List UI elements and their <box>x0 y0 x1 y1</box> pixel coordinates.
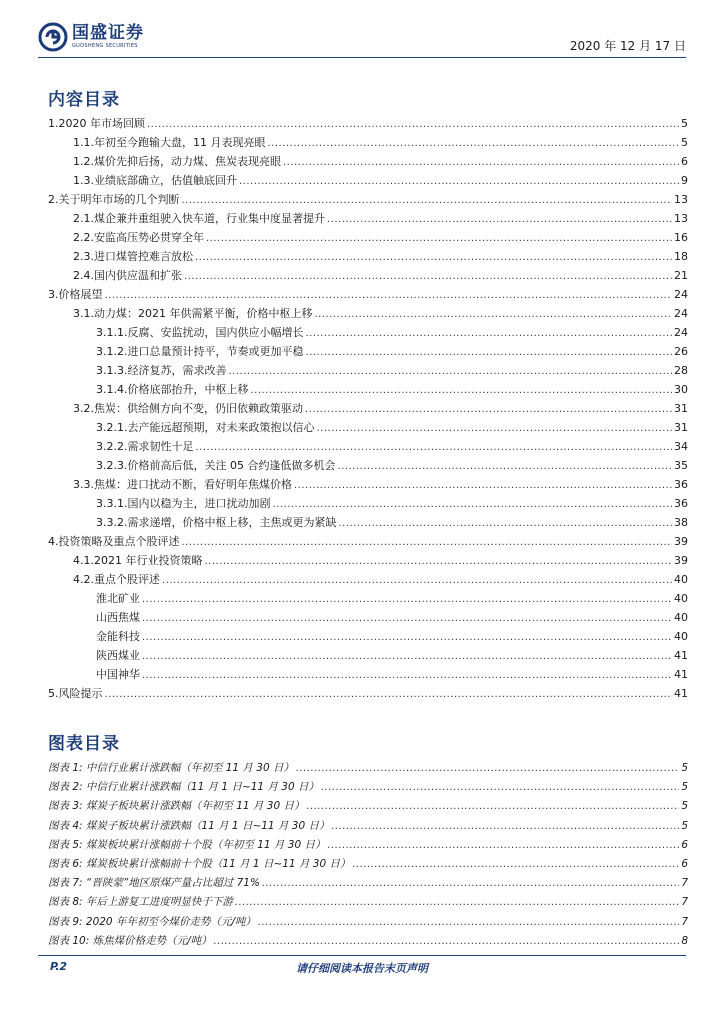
figure-entry[interactable] <box>48 856 688 872</box>
entry-label: 4.2.重点个股评述 <box>73 573 160 586</box>
entry-page: 8 <box>681 934 688 947</box>
entry-page: 5 <box>681 117 688 130</box>
toc-entry[interactable] <box>73 306 688 322</box>
entry-page: 13 <box>674 212 688 225</box>
entry-label: 3.2.2.需求韧性十足 <box>96 440 194 453</box>
entry-page: 7 <box>681 877 688 890</box>
dot-leader <box>195 249 672 266</box>
dot-leader <box>196 439 673 456</box>
entry-label: 陕西煤业 <box>96 649 140 662</box>
brand-name: 国盛证券 <box>72 23 144 43</box>
dot-leader <box>338 515 672 532</box>
dot-leader <box>327 211 672 228</box>
toc-entry[interactable] <box>96 363 688 379</box>
dot-leader <box>162 572 672 589</box>
entry-page: 16 <box>674 231 688 244</box>
entry-page: 35 <box>674 459 688 472</box>
toc-entry[interactable] <box>73 211 688 227</box>
entry-page: 40 <box>674 573 688 586</box>
toc-entry[interactable] <box>96 420 688 436</box>
entry-page: 38 <box>674 516 688 529</box>
brand-name-en: GUOSHENG SECURITIES <box>72 43 138 49</box>
dot-leader <box>352 856 679 873</box>
dot-leader <box>142 629 672 646</box>
toc-entry[interactable] <box>96 648 688 664</box>
entry-label: 2.1.煤企兼并重组驶入快车道，行业集中度显著提升 <box>73 212 325 225</box>
dot-leader <box>296 760 679 777</box>
entry-label: 5.风险提示 <box>48 687 103 700</box>
dot-leader <box>142 667 672 684</box>
figure-entry[interactable] <box>48 779 688 795</box>
entry-label: 金能科技 <box>96 630 140 643</box>
toc-entry[interactable] <box>96 515 688 531</box>
figure-entry[interactable] <box>48 837 688 853</box>
entry-label: 图表 5: 煤炭板块累计涨幅前十个股（年初至 11 月 30 日） <box>48 838 326 851</box>
dot-leader <box>204 553 672 570</box>
dot-leader <box>316 420 672 437</box>
entry-page: 6 <box>681 838 688 851</box>
entry-page: 36 <box>674 478 688 491</box>
entry-label: 3.3.1.国内以稳为主，进口扰动加剧 <box>96 497 271 510</box>
entry-page: 5 <box>681 762 688 774</box>
entry-page: 39 <box>674 535 688 548</box>
entry-label: 山西焦煤 <box>96 611 140 624</box>
dot-leader <box>305 401 672 418</box>
figures-title: 图表目录 <box>48 734 120 754</box>
disclaimer-note: 请仔细阅读本报告末页声明 <box>296 962 428 975</box>
entry-page: 31 <box>674 402 688 415</box>
header-divider <box>38 57 686 58</box>
entry-label: 3.1.4.价格底部抬升，中枢上移 <box>96 383 249 396</box>
figure-entry[interactable] <box>48 894 688 910</box>
entry-page: 6 <box>681 858 688 870</box>
toc-entry[interactable] <box>73 268 688 284</box>
toc-entry[interactable] <box>73 135 688 151</box>
entry-page: 9 <box>681 174 688 187</box>
entry-page: 24 <box>674 307 688 320</box>
dot-leader <box>147 116 679 133</box>
footer-divider <box>38 955 686 956</box>
entry-page: 40 <box>674 611 688 624</box>
toc-entry[interactable] <box>48 534 688 550</box>
entry-label: 1.3.业绩底部确立，估值触底回升 <box>73 174 237 187</box>
toc-title: 内容目录 <box>48 90 120 110</box>
dot-leader <box>184 268 672 285</box>
entry-page: 18 <box>674 250 688 263</box>
toc-entry[interactable] <box>96 458 688 474</box>
dot-leader <box>105 287 673 304</box>
figure-entry[interactable] <box>48 875 688 891</box>
entry-label: 图表 7: “晋陕蒙”地区原煤产量占比超过 71% <box>48 877 260 890</box>
toc-entry[interactable] <box>48 116 688 132</box>
dot-leader <box>283 154 679 171</box>
dot-leader <box>214 933 680 950</box>
entry-page: 13 <box>674 193 688 206</box>
entry-label: 1.2.煤价先抑后扬，动力煤、焦炭表现亮眼 <box>73 155 281 168</box>
dot-leader <box>182 534 673 551</box>
entry-page: 5 <box>681 819 688 832</box>
entry-label: 图表 4: 煤炭子板块累计涨跌幅（11 月 1 日~11 月 30 日） <box>48 819 330 832</box>
entry-label: 图表 3: 煤炭子板块累计涨跌幅（年初至 11 月 30 日） <box>48 800 305 813</box>
dot-leader <box>306 798 679 815</box>
dot-leader <box>331 818 679 835</box>
dot-leader <box>251 382 673 399</box>
entry-label: 4.1.2021 年行业投资策略 <box>73 554 203 567</box>
toc-entry[interactable] <box>48 287 688 303</box>
entry-page: 40 <box>674 630 688 643</box>
dot-leader <box>262 875 679 892</box>
entry-page: 5 <box>681 800 688 813</box>
entry-label: 3.1.1.反腐、安监扰动，国内供应小幅增长 <box>96 326 304 339</box>
entry-page: 24 <box>674 326 688 339</box>
dot-leader <box>305 325 672 342</box>
entry-page: 41 <box>674 687 688 700</box>
entry-page: 28 <box>674 364 688 377</box>
dot-leader <box>142 610 672 627</box>
entry-page: 26 <box>674 345 688 358</box>
entry-label: 3.价格展望 <box>48 288 103 301</box>
entry-page: 7 <box>681 896 688 909</box>
toc-entry[interactable] <box>73 230 688 246</box>
dot-leader <box>337 458 672 475</box>
dot-leader <box>206 230 672 247</box>
entry-label: 1.1.年初至今跑输大盘，11 月表现亮眼 <box>73 136 266 149</box>
toc-entry[interactable] <box>96 382 688 398</box>
toc-entry[interactable] <box>73 401 688 417</box>
dot-leader <box>142 591 672 608</box>
toc-entry[interactable] <box>73 154 688 170</box>
dot-leader <box>314 306 672 323</box>
dot-leader <box>258 914 679 931</box>
entry-label: 1.2020 年市场回顾 <box>48 117 145 130</box>
entry-label: 3.1.动力煤：2021 年供需紧平衡，价格中枢上移 <box>73 307 313 320</box>
dot-leader <box>142 648 672 665</box>
figure-entry[interactable] <box>48 760 688 776</box>
toc-entry[interactable] <box>96 496 688 512</box>
toc-entry[interactable] <box>48 686 688 702</box>
figure-entry[interactable] <box>48 798 688 814</box>
entry-label: 淮北矿业 <box>96 592 140 605</box>
toc-entry[interactable] <box>48 192 688 208</box>
entry-label: 中国神华 <box>96 668 140 681</box>
entry-page: 36 <box>674 497 688 510</box>
entry-label: 图表 8: 年后上游复工进度明显快于下游 <box>48 896 233 909</box>
entry-label: 图表 9: 2020 年年初至今煤价走势（元/吨） <box>48 915 256 928</box>
brand-logo <box>38 22 144 52</box>
toc-entry[interactable] <box>96 667 688 683</box>
toc-entry[interactable] <box>96 610 688 626</box>
entry-label: 3.3.焦煤：进口扰动不断，看好明年焦煤价格 <box>73 478 292 491</box>
entry-label: 2.2.安监高压势必贯穿全年 <box>73 231 204 244</box>
entry-page: 5 <box>681 136 688 149</box>
entry-label: 2.关于明年市场的几个判断 <box>48 193 180 206</box>
toc-entry[interactable] <box>96 344 688 360</box>
toc-entry[interactable] <box>96 591 688 607</box>
entry-label: 图表 1: 中信行业累计涨跌幅（年初至 11 月 30 日） <box>48 762 294 774</box>
toc-entry[interactable] <box>96 325 688 341</box>
entry-label: 3.2.焦炭：供给侧方向不变，仍旧依赖政策驱动 <box>73 402 303 415</box>
toc-entry[interactable] <box>96 439 688 455</box>
dot-leader <box>229 363 673 380</box>
toc-entry[interactable] <box>73 173 688 189</box>
report-date: 2020 年 12 月 17 日 <box>569 39 686 53</box>
entry-label: 3.1.2.进口总量预计持平，节奏或更加平稳 <box>96 345 304 358</box>
entry-page: 24 <box>674 288 688 301</box>
entry-page: 6 <box>681 155 688 168</box>
dot-leader <box>294 477 672 494</box>
toc-entry[interactable] <box>73 572 688 588</box>
entry-label: 2.3.进口煤管控难言放松 <box>73 250 193 263</box>
figure-entry[interactable] <box>48 914 688 930</box>
entry-label: 3.2.1.去产能远超预期，对未来政策抱以信心 <box>96 421 315 434</box>
entry-page: 41 <box>674 668 688 681</box>
entry-page: 31 <box>674 421 688 434</box>
dot-leader <box>182 192 673 209</box>
entry-page: 39 <box>674 554 688 567</box>
page-header <box>38 22 686 56</box>
entry-label: 图表 6: 煤炭板块累计涨幅前十个股（11 月 1 日~11 月 30 日） <box>48 858 351 870</box>
entry-label: 图表 2: 中信行业累计涨跌幅（11 月 1 日~11 月 30 日） <box>48 781 319 794</box>
entry-page: 34 <box>674 440 688 453</box>
entry-label: 3.1.3.经济复苏，需求改善 <box>96 364 227 377</box>
entry-page: 40 <box>674 592 688 605</box>
dot-leader <box>272 496 672 513</box>
page-number: P.2 <box>50 960 68 973</box>
figure-entry[interactable] <box>48 933 688 949</box>
dot-leader <box>267 135 679 152</box>
toc-entry[interactable] <box>73 477 688 493</box>
entry-label: 4.投资策略及重点个股评述 <box>48 535 180 548</box>
dot-leader <box>321 779 679 796</box>
entry-label: 3.3.2.需求递增，价格中枢上移，主焦或更为紧缺 <box>96 516 337 529</box>
entry-page: 5 <box>681 781 688 794</box>
entry-label: 3.2.3.价格前高后低，关注 05 合约逢低做多机会 <box>96 459 336 472</box>
dot-leader <box>235 894 679 911</box>
entry-page: 41 <box>674 649 688 662</box>
dot-leader <box>239 173 679 190</box>
toc-entry[interactable] <box>73 249 688 265</box>
toc-entry[interactable] <box>96 629 688 645</box>
entry-page: 7 <box>681 915 688 928</box>
entry-label: 2.4.国内供应温和扩张 <box>73 269 182 282</box>
entry-page: 21 <box>674 269 688 282</box>
entry-page: 30 <box>674 383 688 396</box>
brand-logo-icon <box>38 22 68 52</box>
entry-label: 图表 10: 炼焦煤价格走势（元/吨） <box>48 934 212 947</box>
dot-leader <box>105 686 673 703</box>
dot-leader <box>305 344 672 361</box>
figure-entry[interactable] <box>48 818 688 834</box>
toc-entry[interactable] <box>73 553 688 569</box>
dot-leader <box>327 837 679 854</box>
